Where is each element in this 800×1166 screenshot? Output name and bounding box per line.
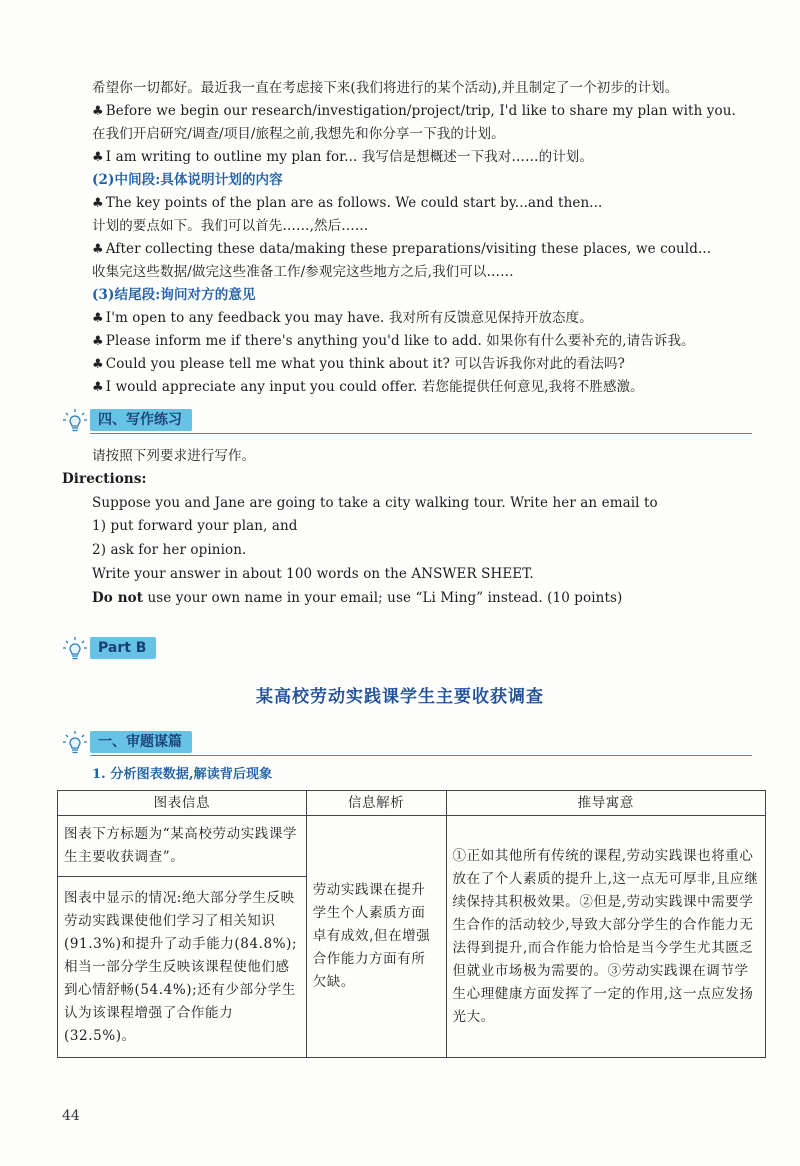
directions-line: Write your answer in about 100 words on the ANSWER SHEET. [92,566,534,582]
cell-implication: ①正如其他所有传统的课程,劳动实践课也将重心放在了个人素质的提升上,这一点无可厚非,且应继续保持其积极效果。②但是,劳动实践课中需要学生合作的活动较少,导致大部分学生的合作能力无法得到提升,而合作能力恰恰是当今学生尤其匮乏但就业市场极为需要的。③劳动实践课在调节学生心理健康方面发挥了一定的作用,这一点应发扬光大。 [446,816,766,1058]
phrase-line: ♣ I'm open to any feedback you may have. 我对所有反馈意见保持开放态度。 [92,310,593,326]
directions-label: Directions: [62,471,147,487]
section-heading-writing [62,406,762,436]
header-implication: 推导寓意 [446,791,766,816]
section-title: 一、审题谋篇 [90,731,192,753]
subheading: (3)结尾段:询问对方的意见 [92,287,256,303]
phrase-line: ♣ Could you please tell me what you think about it? 可以告诉我你对此的看法吗? [92,356,625,372]
table-header-row [58,791,766,816]
essay-title: 某高校劳动实践课学生主要收获调查 [256,687,544,707]
part-tag: Part B [90,637,156,659]
do-not-bold: Do not [92,590,144,606]
club-icon: ♣ [92,104,104,119]
club-icon: ♣ [92,357,104,372]
text-line: 计划的要点如下。我们可以首先……,然后…… [92,218,369,234]
lightbulb-icon [62,408,88,434]
page-number: 44 [62,1108,80,1124]
instruction-line: 请按照下列要求进行写作。 [92,448,256,464]
directions-line: Do not use your own name in your email; use “Li Ming” instead. (10 points) [92,590,623,606]
phrase-line: ♣ I would appreciate any input you could offer. 若您能提供任何意见,我将不胜感激。 [92,379,644,395]
header-chart-info: 图表信息 [58,791,307,816]
subsection-title: 1. 分析图表数据,解读背后现象 [92,767,273,782]
phrase-line: ♣ I am writing to outline my plan for... 我写信是想概述一下我对……的计划。 [92,149,594,165]
lightbulb-icon [62,636,88,662]
cell-analysis: 劳动实践课在提升学生个人素质方面卓有成效,但在增强合作能力方面有所欠缺。 [306,816,446,1058]
text-line: 收集完这些数据/做完这些准备工作/参观完这些地方之后,我们可以…… [92,264,514,280]
club-icon: ♣ [92,242,104,257]
directions-line: 2) ask for her opinion. [92,542,247,558]
club-icon: ♣ [92,334,104,349]
club-icon: ♣ [92,150,104,165]
cell-chart-title-info: 图表下方标题为“某高校劳动实践课学生主要收获调查”。 [58,816,307,877]
directions-line: Suppose you and Jane are going to take a city walking tour. Write her an email to [92,495,658,511]
cell-chart-data-info: 图表中显示的情况:绝大部分学生反映劳动实践课使他们学习了相关知识(91.3%)和提升了动手能力(84.8%);相当一部分学生反映该课程使他们感到心情舒畅(54.4%);还有少部分学生认为该课程增强了合作能力(32.5%)。 [58,877,307,1058]
subheading: (2)中间段:具体说明计划的内容 [92,172,283,188]
phrase-line: ♣ Please inform me if there's anything you'd like to add. 如果你有什么要补充的,请告诉我。 [92,333,695,349]
section-rule [90,755,752,756]
lightbulb-icon [62,730,88,756]
text-line: 希望你一切都好。最近我一直在考虑接下来(我们将进行的某个活动),并且制定了一个初步的计划。 [92,80,679,96]
section-rule [90,433,752,434]
directions-line: 1) put forward your plan, and [92,518,298,534]
club-icon: ♣ [92,380,104,395]
text-line: 在我们开启研究/调查/项目/旅程之前,我想先和你分享一下我的计划。 [92,126,505,142]
club-icon: ♣ [92,196,104,211]
section-heading-review [62,728,782,758]
part-b-heading [62,634,262,664]
phrase-line: ♣ Before we begin our research/investigation/project/trip, I'd like to share my plan with you. [92,103,736,119]
club-icon: ♣ [92,311,104,326]
section-title: 四、写作练习 [90,409,192,431]
table-row [58,816,766,877]
header-analysis: 信息解析 [306,791,446,816]
analysis-table [57,790,766,1058]
phrase-line: ♣ The key points of the plan are as follows. We could start by...and then... [92,195,603,211]
phrase-line: ♣ After collecting these data/making these preparations/visiting these places, we could... [92,241,712,257]
